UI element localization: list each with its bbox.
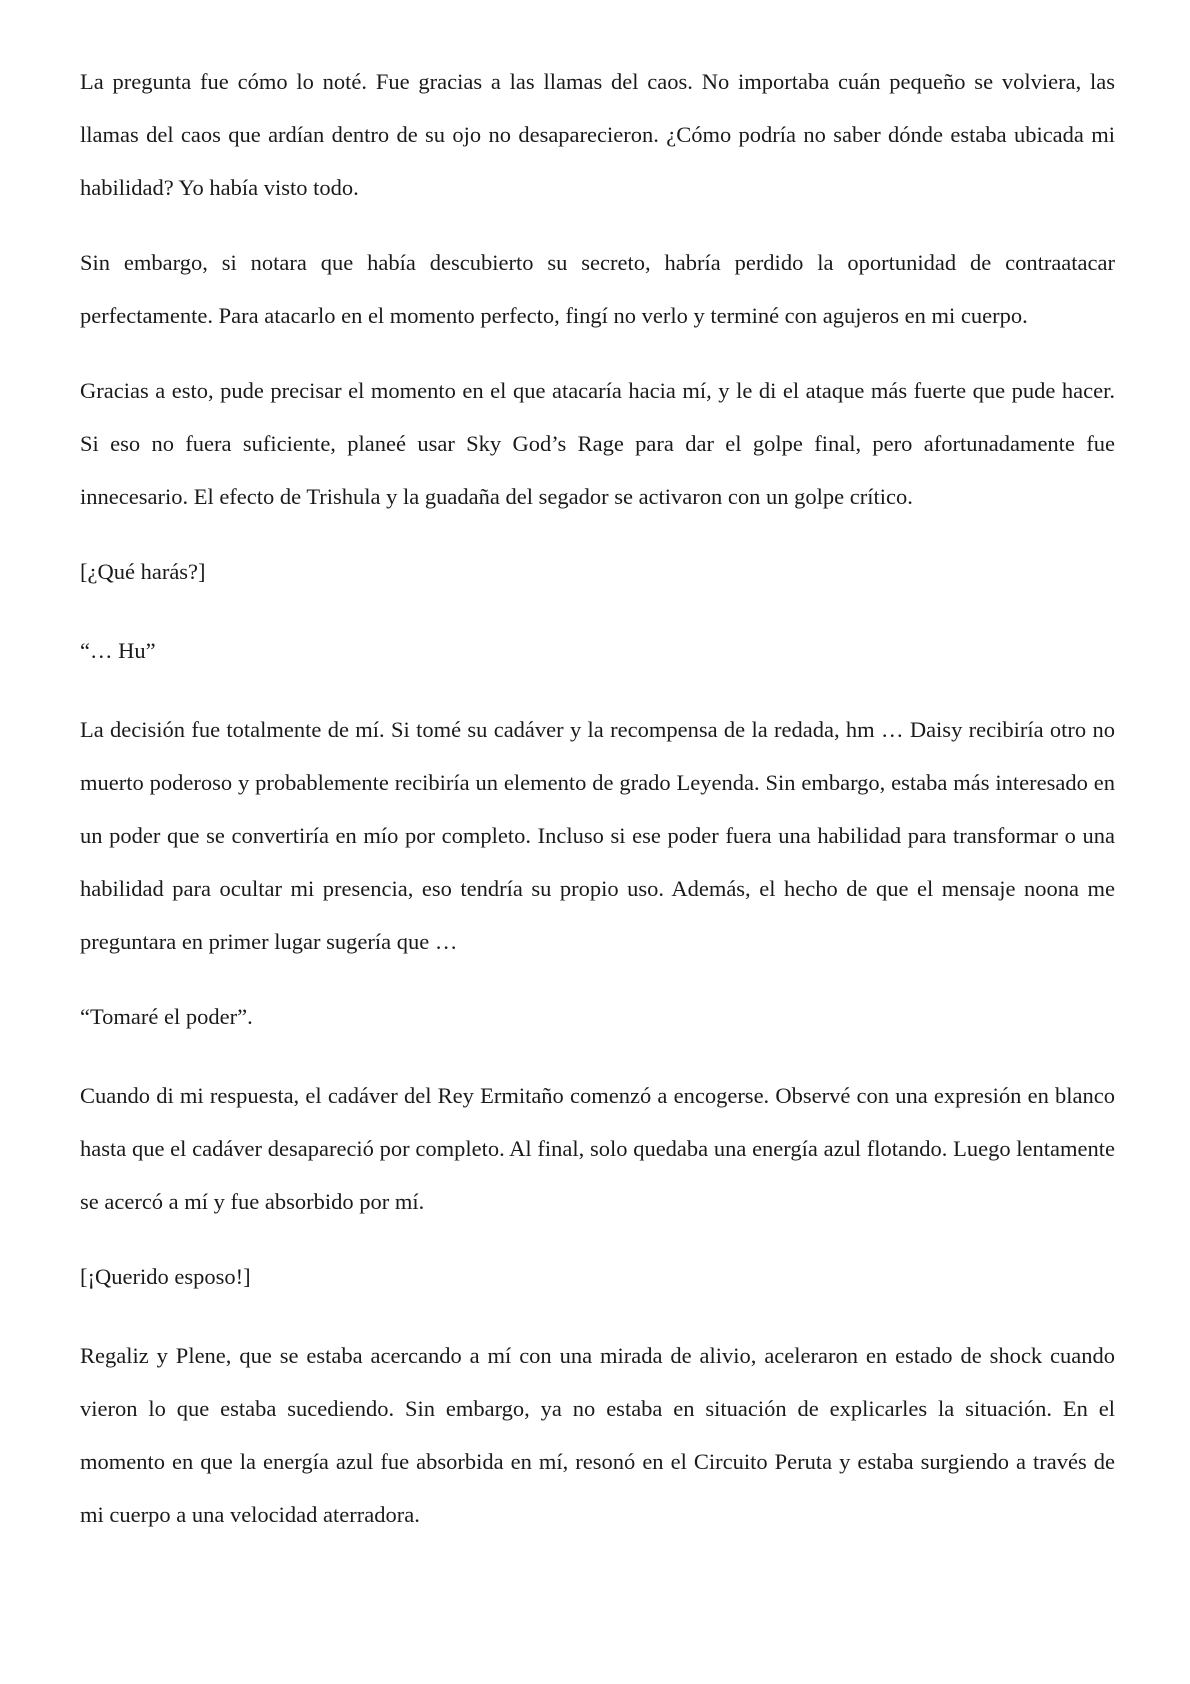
paragraph-2: Sin embargo, si notara que había descubierto su secreto, habría perdido la oportunidad de contraatacar perfectamente. Para atacarlo en el momento perfecto, fingí no verlo y terminé con agujeros en mi cuerpo. [80,250,1115,328]
paragraph-5: Cuando di mi respuesta, el cadáver del Rey Ermitaño comenzó a encogerse. Observé con una expresión en blanco hasta que el cadáver desapareció por completo. Al final, solo quedaba una energía azul flotando. Luego lentamente se acercó a mí y fue absorbido por mí. [80,1083,1115,1214]
document-page [80,55,1115,1563]
paragraph-3: Gracias a esto, pude precisar el momento en el que atacaría hacia mí, y le di el ataque más fuerte que pude hacer. Si eso no fuera suficiente, planeé usar Sky God’s Rage para dar el golpe final, pero afortunadamente fue innecesario. El efecto de Trishula y la guadaña del segador se activaron con un golpe crítico. [80,378,1115,509]
paragraph-6: Regaliz y Plene, que se estaba acercando a mí con una mirada de alivio, aceleraron en estado de shock cuando vieron lo que estaba sucediendo. Sin embargo, ya no estaba en situación de explicarles la situación. En el momento en que la energía azul fue absorbida en mí, resonó en el Circuito Peruta y estaba surgiendo a través de mi cuerpo a una velocidad aterradora. [80,1343,1115,1527]
paragraph-4: La decisión fue totalmente de mí. Si tomé su cadáver y la recompensa de la redada, hm … Daisy recibiría otro no muerto poderoso y probablemente recibiría un elemento de grado Leyenda. Sin embargo, estaba más interesado en un poder que se convertiría en mío por completo. Incluso si ese poder fuera una habilidad para transformar o una habilidad para ocultar mi presencia, eso tendría su propio uso. Además, el hecho de que el mensaje noona me preguntara en primer lugar sugería que … [80,717,1115,954]
dialogue-hu: “… Hu” [80,638,156,663]
system-message-what-will-you-do: [¿Qué harás?] [80,559,206,584]
system-message-dear-husband: [¡Querido esposo!] [80,1264,251,1289]
paragraph-1: La pregunta fue cómo lo noté. Fue gracias a las llamas del caos. No importaba cuán pequeño se volviera, las llamas del caos que ardían dentro de su ojo no desaparecieron. ¿Cómo podría no saber dónde estaba ubicada mi habilidad? Yo había visto todo. [80,69,1115,200]
dialogue-take-power: “Tomaré el poder”. [80,1004,253,1029]
